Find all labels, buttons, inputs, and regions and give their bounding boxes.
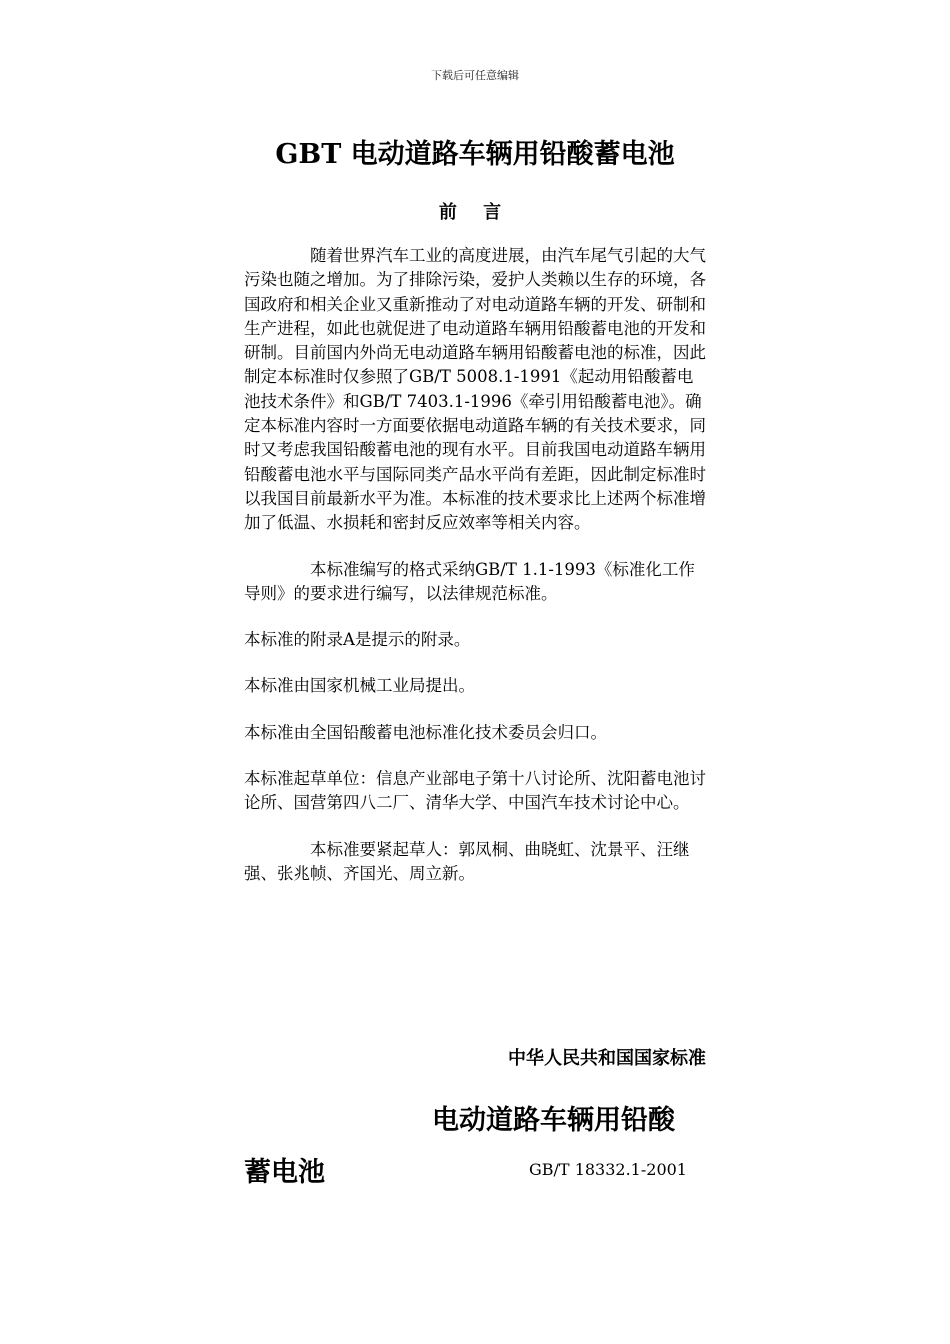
paragraph-format: 本标准编写的格式采纳GB/T 1.1-1993《标准化工作导则》的要求进行编写，以法律规范标准。 (244, 559, 695, 603)
paragraph-background: 随着世界汽车工业的高度进展，由汽车尾气引起的大气污染也随之增加。为了排除污染，爱护人类赖以生存的环境，各国政府和相关企业又重新推动了对电动道路车辆的开发、研制和生产进程，如此也就促进了电动道路车辆用铅酸蓄电池的开发和研制。目前国内外尚无电动道路车辆用铅酸蓄电池的标准，因此制定本标准时仅参照了GB/T 5008.1-1991《起动用铅酸蓄电池技术条件》和GB/T 7403.1-1996《牵引用铅酸蓄电池》。确定本标准内容时一方面要依据电动道路车辆的有关技术要求，同时又考虑我国铅酸蓄电池的现有水平。目前我国电动道路车辆用铅酸蓄电池水平与国际同类产品水平尚有差距，因此制定标准时以我国目前最新水平为准。本标准的技术要求比上述两个标准增加了低温、水损耗和密封反应效率等相关内容。 (244, 246, 706, 533)
paragraph-appendix: 本标准的附录A是提示的附录。 (244, 630, 471, 650)
paragraph-proposer: 本标准由国家机械工业局提出。 (244, 676, 475, 696)
section-title: 前 言 (438, 202, 512, 223)
standard-code: GB/T 18332.1-2001 (529, 1160, 687, 1179)
paragraph-committee: 本标准由全国铅酸蓄电池标准化技术委员会归口。 (244, 722, 607, 742)
header-note: 下载后可任意编辑 (431, 69, 519, 82)
paragraph-drafting-units: 本标准起草单位：信息产业部电子第十八讨论所、沈阳蓄电池讨论所、国营第四八二厂、清华大学、中国汽车技术讨论中心。 (244, 769, 706, 813)
national-standard-label: 中华人民共和国国家标准 (508, 1048, 706, 1069)
standard-title-line2: 蓄电池 (244, 1157, 325, 1188)
foreword-body (244, 244, 706, 908)
paragraph-drafters: 本标准要紧起草人：郭凤桐、曲晓虹、沈景平、汪继强、张兆帧、齐国光、周立新。 (244, 839, 690, 883)
document-title: GBT 电动道路车辆用铅酸蓄电池 (275, 139, 675, 170)
standard-title-line1: 电动道路车辆用铅酸 (432, 1105, 675, 1136)
